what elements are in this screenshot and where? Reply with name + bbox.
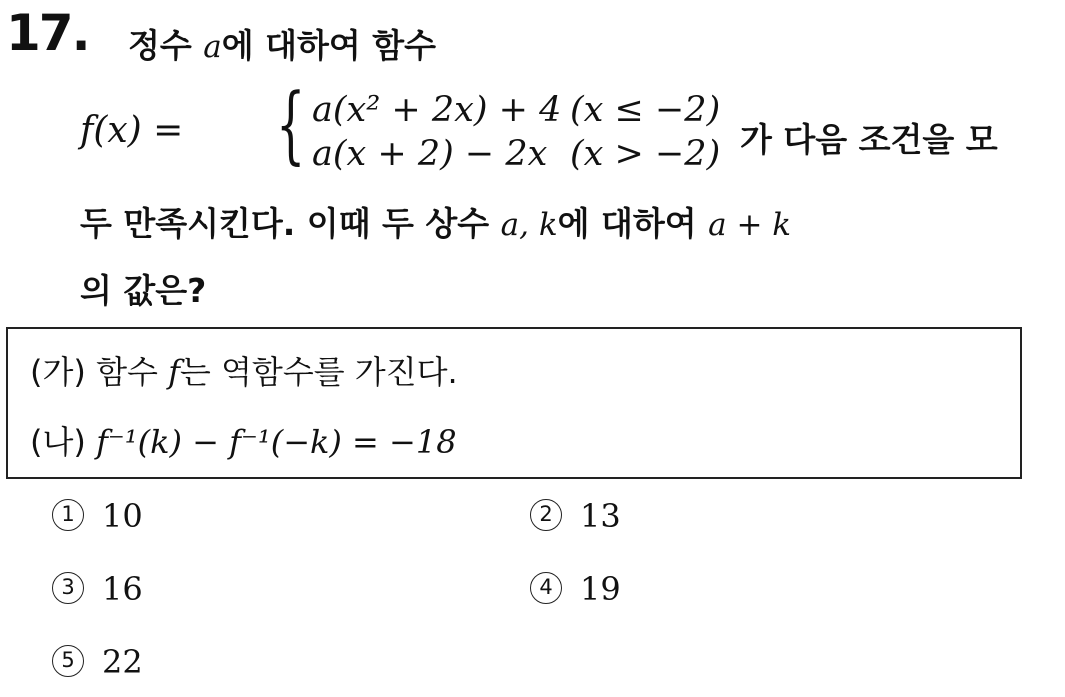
condition-na [30,417,457,463]
choice-value: 19 [580,570,621,608]
question-stem-line1 [128,20,436,67]
case2-expression: a(x + 2) − 2x [312,134,548,174]
choice-value: 22 [102,643,143,681]
conditions-box [6,327,1022,479]
condition-text: 는 역함수를 가진다. [179,353,458,391]
choice-value: 16 [102,570,143,608]
choice-value: 10 [102,497,143,535]
answer-choice-4[interactable] [530,570,621,608]
condition-label: (나) [30,423,86,461]
condition-label: (가) [30,353,86,391]
stem-text: 정수 [128,26,204,65]
answer-choice-2[interactable] [530,497,621,535]
answer-choice-1[interactable] [52,497,143,535]
case1-expression: a(x² + 2x) + 4 [312,90,562,130]
function-lhs: f(x) = [80,110,184,151]
question-number: 17. [6,4,89,62]
stem-variables: a, k [500,207,558,243]
stem-text: 두 만족시킨다. 이때 두 상수 [80,204,501,243]
question-stem-line4: 의 값은? [80,271,207,310]
condition-text: 함수 [85,353,169,391]
choice-number-icon: 5 [52,645,84,677]
answer-choice-3[interactable] [52,570,143,608]
case1-condition: (x ≤ −2) [570,90,721,130]
question-stem-line3 [80,198,791,245]
choice-number-icon: 4 [530,572,562,604]
stem-text: 가 다음 조건을 모 [740,120,998,159]
stem-text: 에 대하여 [557,204,709,243]
choice-number-icon: 1 [52,499,84,531]
choice-number-icon: 2 [530,499,562,531]
choice-value: 13 [580,497,621,535]
stem-text: 에 대하여 함수 [221,26,436,65]
stem-variable-a: a [203,29,222,65]
stem-expression: a + k [708,207,792,243]
condition-expression: f⁻¹(k) − f⁻¹(−k) = −18 [96,423,457,461]
left-brace: { [276,75,306,173]
condition-ga [30,347,458,393]
answer-choice-5[interactable] [52,643,143,681]
condition-variable: f [168,353,180,391]
case2-condition: (x > −2) [570,134,721,174]
choice-number-icon: 3 [52,572,84,604]
